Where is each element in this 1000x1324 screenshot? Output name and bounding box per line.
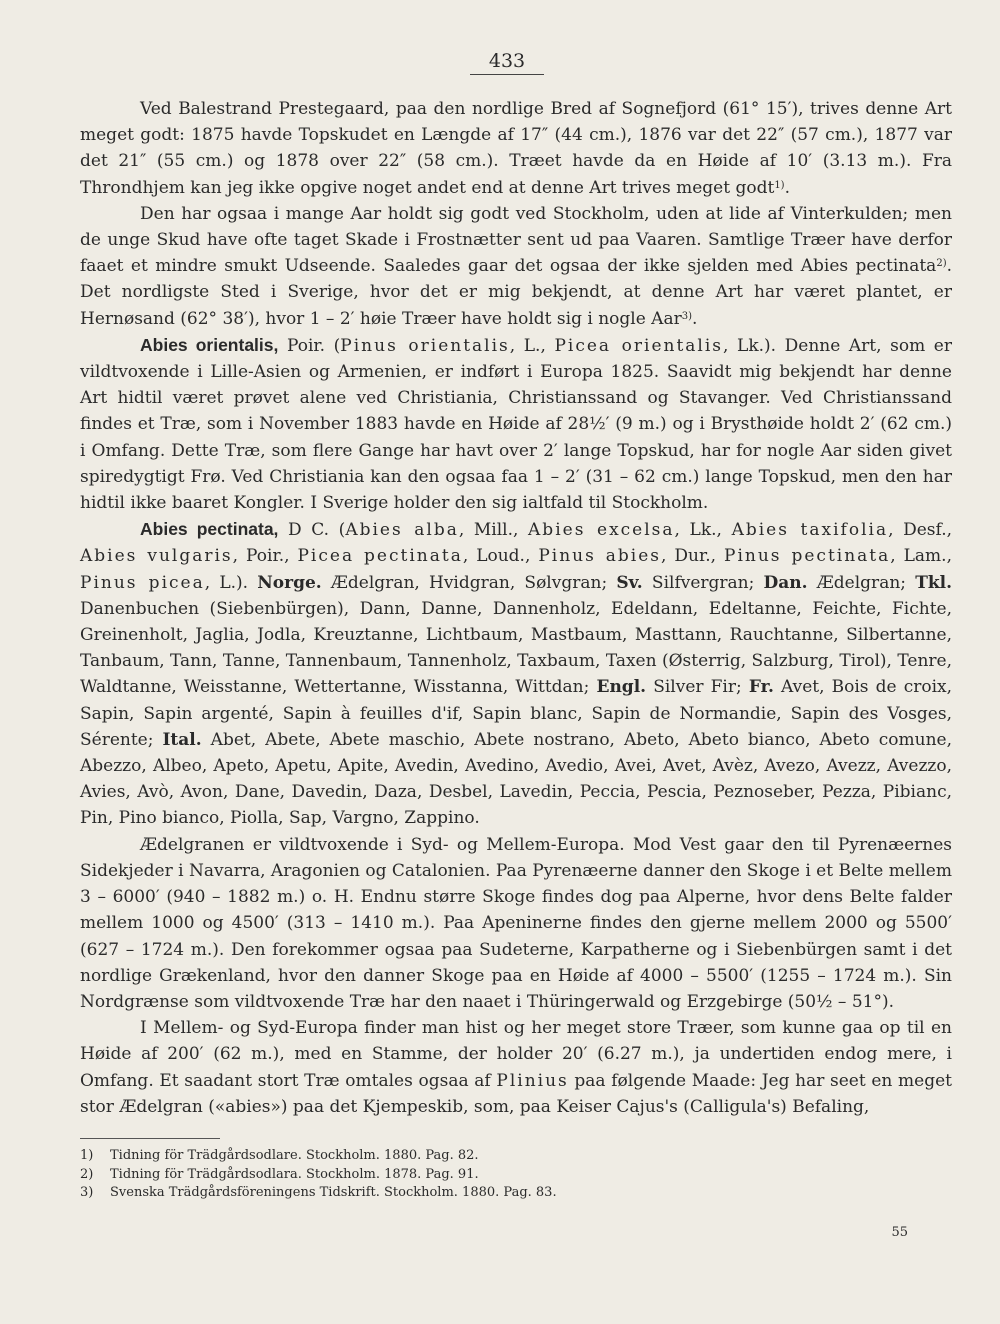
synonym: Abies excelsa [528,520,675,541]
footnote [80,1166,952,1185]
page-number: 433 [470,50,544,75]
author-name: Plinius [496,1070,569,1091]
footnote-text: Tidning för Trädgårdsodlare. Stockholm. 1880. Pag. 82. [110,1148,479,1163]
footnote-mark: 2) [80,1166,94,1182]
paragraph-text: Ved Balestrand Prestegaard, paa den nordlige Bred af Sognefjord (61° 15′), trives denne Art meget godt: 1875 havde Topskudet en Længde af 17″ (44 cm.), 1876 var det 22″ (57 cm.), 1877 var det 21″ (55 cm.) og 1878 over 22″ (58 cm.). Træet havde da en Høide af 10′ (3.13 m.). Fra Throndhjem kan jeg ikke opgive noget andet end at denne Art trives meget godt [80,99,952,198]
synonym: Abies taxifolia [731,520,889,541]
synonym: Picea orientalis [554,335,724,356]
synonym: Pinus orientalis [340,335,510,356]
footnote [80,1184,952,1203]
footnote-ref: 2) [936,258,947,270]
footnotes [80,1147,952,1203]
paragraph-large-trees: I Mellem- og Syd-Europa finder man hist og her meget store Træer, som kunne gaa op til en Høide af 200′ (62 m.), med en Stamme, der holder 20′ (6.27 m.), ja undertiden endog mere, i Omfang. Et saadant stort Træ omtales ogsaa af Plinius paa følgende Maade: Jeg har seet en meget stor Ædelgran («abies») paa det Kjempeskib, som, paa Keiser Cajus's (Calligula's) Befaling, [80,1018,952,1117]
synonym: Abies alba [345,520,459,541]
footnote-text: Svenska Trädgårdsföreningens Tidskrift. Stockholm. 1880. Pag. 83. [110,1185,557,1200]
language-label: Fr. [748,677,774,698]
footnote-mark: 1) [80,1148,94,1163]
footnote-ref: 1) [774,179,785,191]
species-heading: Abies pectinata, [140,519,279,540]
paragraph-text: Ædelgranen er vildtvoxende i Syd- og Mellem-Europa. Mod Vest gaar den til Pyrenæernes Sidekjeder i Navarra, Aragonien og Catalonien. Paa Pyrenæerne danner den Skoge i et Belte mellem 3 – 6000′ (940 – 1882 m.) o. H. Endnu større Skoge findes dog paa Alperne, hvor dens Belte falder mellem 1000 og 4500′ (313 – 1410 m.). Paa Apeninerne findes den gjerne mellem 2000 og 5500′ (627 – 1724 m.). Den forekommer ogsaa paa Sudeterne, Karpatherne og i Siebenbürgen samt i det nordlige Grækenland, hvor den danner Skoge paa en Høide af 4000 – 5500′ (1255 – 1724 m.). Sin Nordgrænse som vildtvoxende Træ har den naaet i Thüringerwald og Erzgebirge (50½ – 51°). [80,834,952,1012]
language-label: Sv. [616,572,643,593]
synonym: Pinus abies [538,546,662,567]
paragraph-balestrand: Ved Balestrand Prestegaard, paa den nordlige Bred af Sognefjord (61° 15′), trives denne Art meget godt: 1875 havde Topskudet en Længde af 17″ (44 cm.), 1876 var det 22″ (57 cm.), 1877 var det 21″ (55 cm.) og 1878 over 22″ (58 cm.). Træet havde da en Høide af 10′ (3.13 m.). Fra Throndhjem kan jeg ikke opgive noget andet end at denne Art trives meget godt$^{1)}$. [80,99,952,198]
footnote [80,1147,952,1166]
language-label: Dan. [763,572,808,593]
species-heading: Abies orientalis, [140,334,279,355]
language-label: Ital. [162,729,202,750]
synonym: Pinus pectinata [724,546,891,567]
synonym: Picea pectinata [297,546,463,567]
paragraph-abies-pectinata: Abies pectinata, D C. (Abies alba, Mill., Abies excelsa, Lk., Abies taxifolia, Desf., Abies vulgaris, Poir., Picea pectinata, Loud., Pinus abies, Dur., Pinus pectinata, Lam., Pinus picea, L.). Norge. Ædelgran, Hvidgran, Sølvgran; Sv. Silfvergran; Dan. Ædelgran; Tkl. Danenbuchen (Siebenbürgen), Dann, Danne, Dannenholz, Edeldann, Edeltanne, Feichte, Fichte, Greinenholt, Jaglia, Jodla, Kreuztanne, Lichtbaum, Mastbaum, Masttann, Rauchtanne, Silbertanne, Tanbaum, Tann, Tanne, Tannenbaum, Tannenholz, Taxbaum, Taxen (Østerrig, Salzburg, Tirol), Tenre, Waldtanne, Weisstanne, Wettertanne, Wisstanna, Wittdan; Engl. Silver Fir; Fr. Avet, Bois de croix, Sapin, Sapin argenté, Sapin à feuilles d'if, Sapin blanc, Sapin de Normandie, Sapin des Vosges, Sérente; Ital. Abet, Abete, Abete maschio, Abete nostrano, Abeto, Abeto bianco, Abeto comune, Abezzo, Albeo, Apeto, Apetu, Apite, Avedin, Avedino, Avedio, Avei, Avet, Avèz, Avezo, Avezz, Avezzo, Avies, Avò, Avon, Dane, Davedin, Daza, Desbel, Lavedin, Peccia, Pescia, Peznoseber, Pezza, Pibianc, Pin, Pino bianco, Piolla, Sap, Vargno, Zappino. [80,519,953,829]
paragraph-text: I Mellem- og Syd-Europa finder man hist og her meget store Træer, som kunne gaa op til en Høide af 200′ (62 m.), med en Stamme, der holder 20′ (6.27 m.), ja undertiden endog mere, i Omfang. Et saadant stort Træ omtales ogsaa af [80,1018,952,1091]
main-text [80,96,952,1120]
synonym: Abies vulgaris [80,546,233,567]
footnote-ref: 3) [681,310,692,322]
footnote-mark: 3) [80,1185,94,1200]
footnote-divider [80,1138,220,1139]
paragraph-distribution [80,832,952,1015]
paragraph-abies-orientalis: Abies orientalis, Poir. (Pinus orientalis, L., Picea orientalis, Lk.). Denne Art, som er vildtvoxende i Lille-Asien og Armenien, er indført i Europa 1825. Saavidt mig bekjendt har denne Art hidtil været prøvet alene ved Christiania, Christianssand og Stavanger. Ved Christianssand findes et Træ, som i November 1883 havde en Høide af 28½′ (9 m.) og i Brysthøide holdt 2′ (62 cm.) i Omfang. Dette Træ, som flere Gange har havt over 2′ lange Topskud, har for nogle Aar siden givet spiredygtigt Frø. Ved Christiania kan den ogsaa faa 1 – 2′ (31 – 62 cm.) lange Topskud, men den har hidtil ikke baaret Kongler. I Sverige holder den sig ialtfald til Stockholm. [80,334,952,514]
paragraph-text: Den har ogsaa i mange Aar holdt sig godt ved Stockholm, uden at lide af Vinterkulden; men de unge Skud have ofte taget Skade i Frostnætter sent ud paa Vaaren. Samtlige Træer have derfor faaet et mindre smukt Udseende. Saaledes gaar det ogsaa der ikke sjelden med Abies pectinata [80,203,952,277]
paragraph-stockholm: Den har ogsaa i mange Aar holdt sig godt ved Stockholm, uden at lide af Vinterkulden; men de unge Skud have ofte taget Skade i Frostnætter sent ud paa Vaaren. Samtlige Træer have derfor faaet et mindre smukt Udseende. Saaledes gaar det ogsaa der ikke sjelden med Abies pectinata$^{2)}$. Det nordligste Sted i Sverige, hvor det er mig bekjendt, at denne Art har været plantet, er Hernøsand (62° 38′), hvor 1 – 2′ høie Træer have holdt sig i nogle Aar$^{3)}$. [80,203,952,329]
language-label: Norge. [257,572,322,593]
language-label: Tkl. [915,572,953,593]
language-label: Engl. [596,677,647,698]
sheet-number: 55 [891,1225,908,1240]
footnote-text: Tidning för Trädgårdsodlara. Stockholm. 1878. Pag. 91. [110,1166,479,1182]
synonym: Pinus picea [80,572,205,593]
